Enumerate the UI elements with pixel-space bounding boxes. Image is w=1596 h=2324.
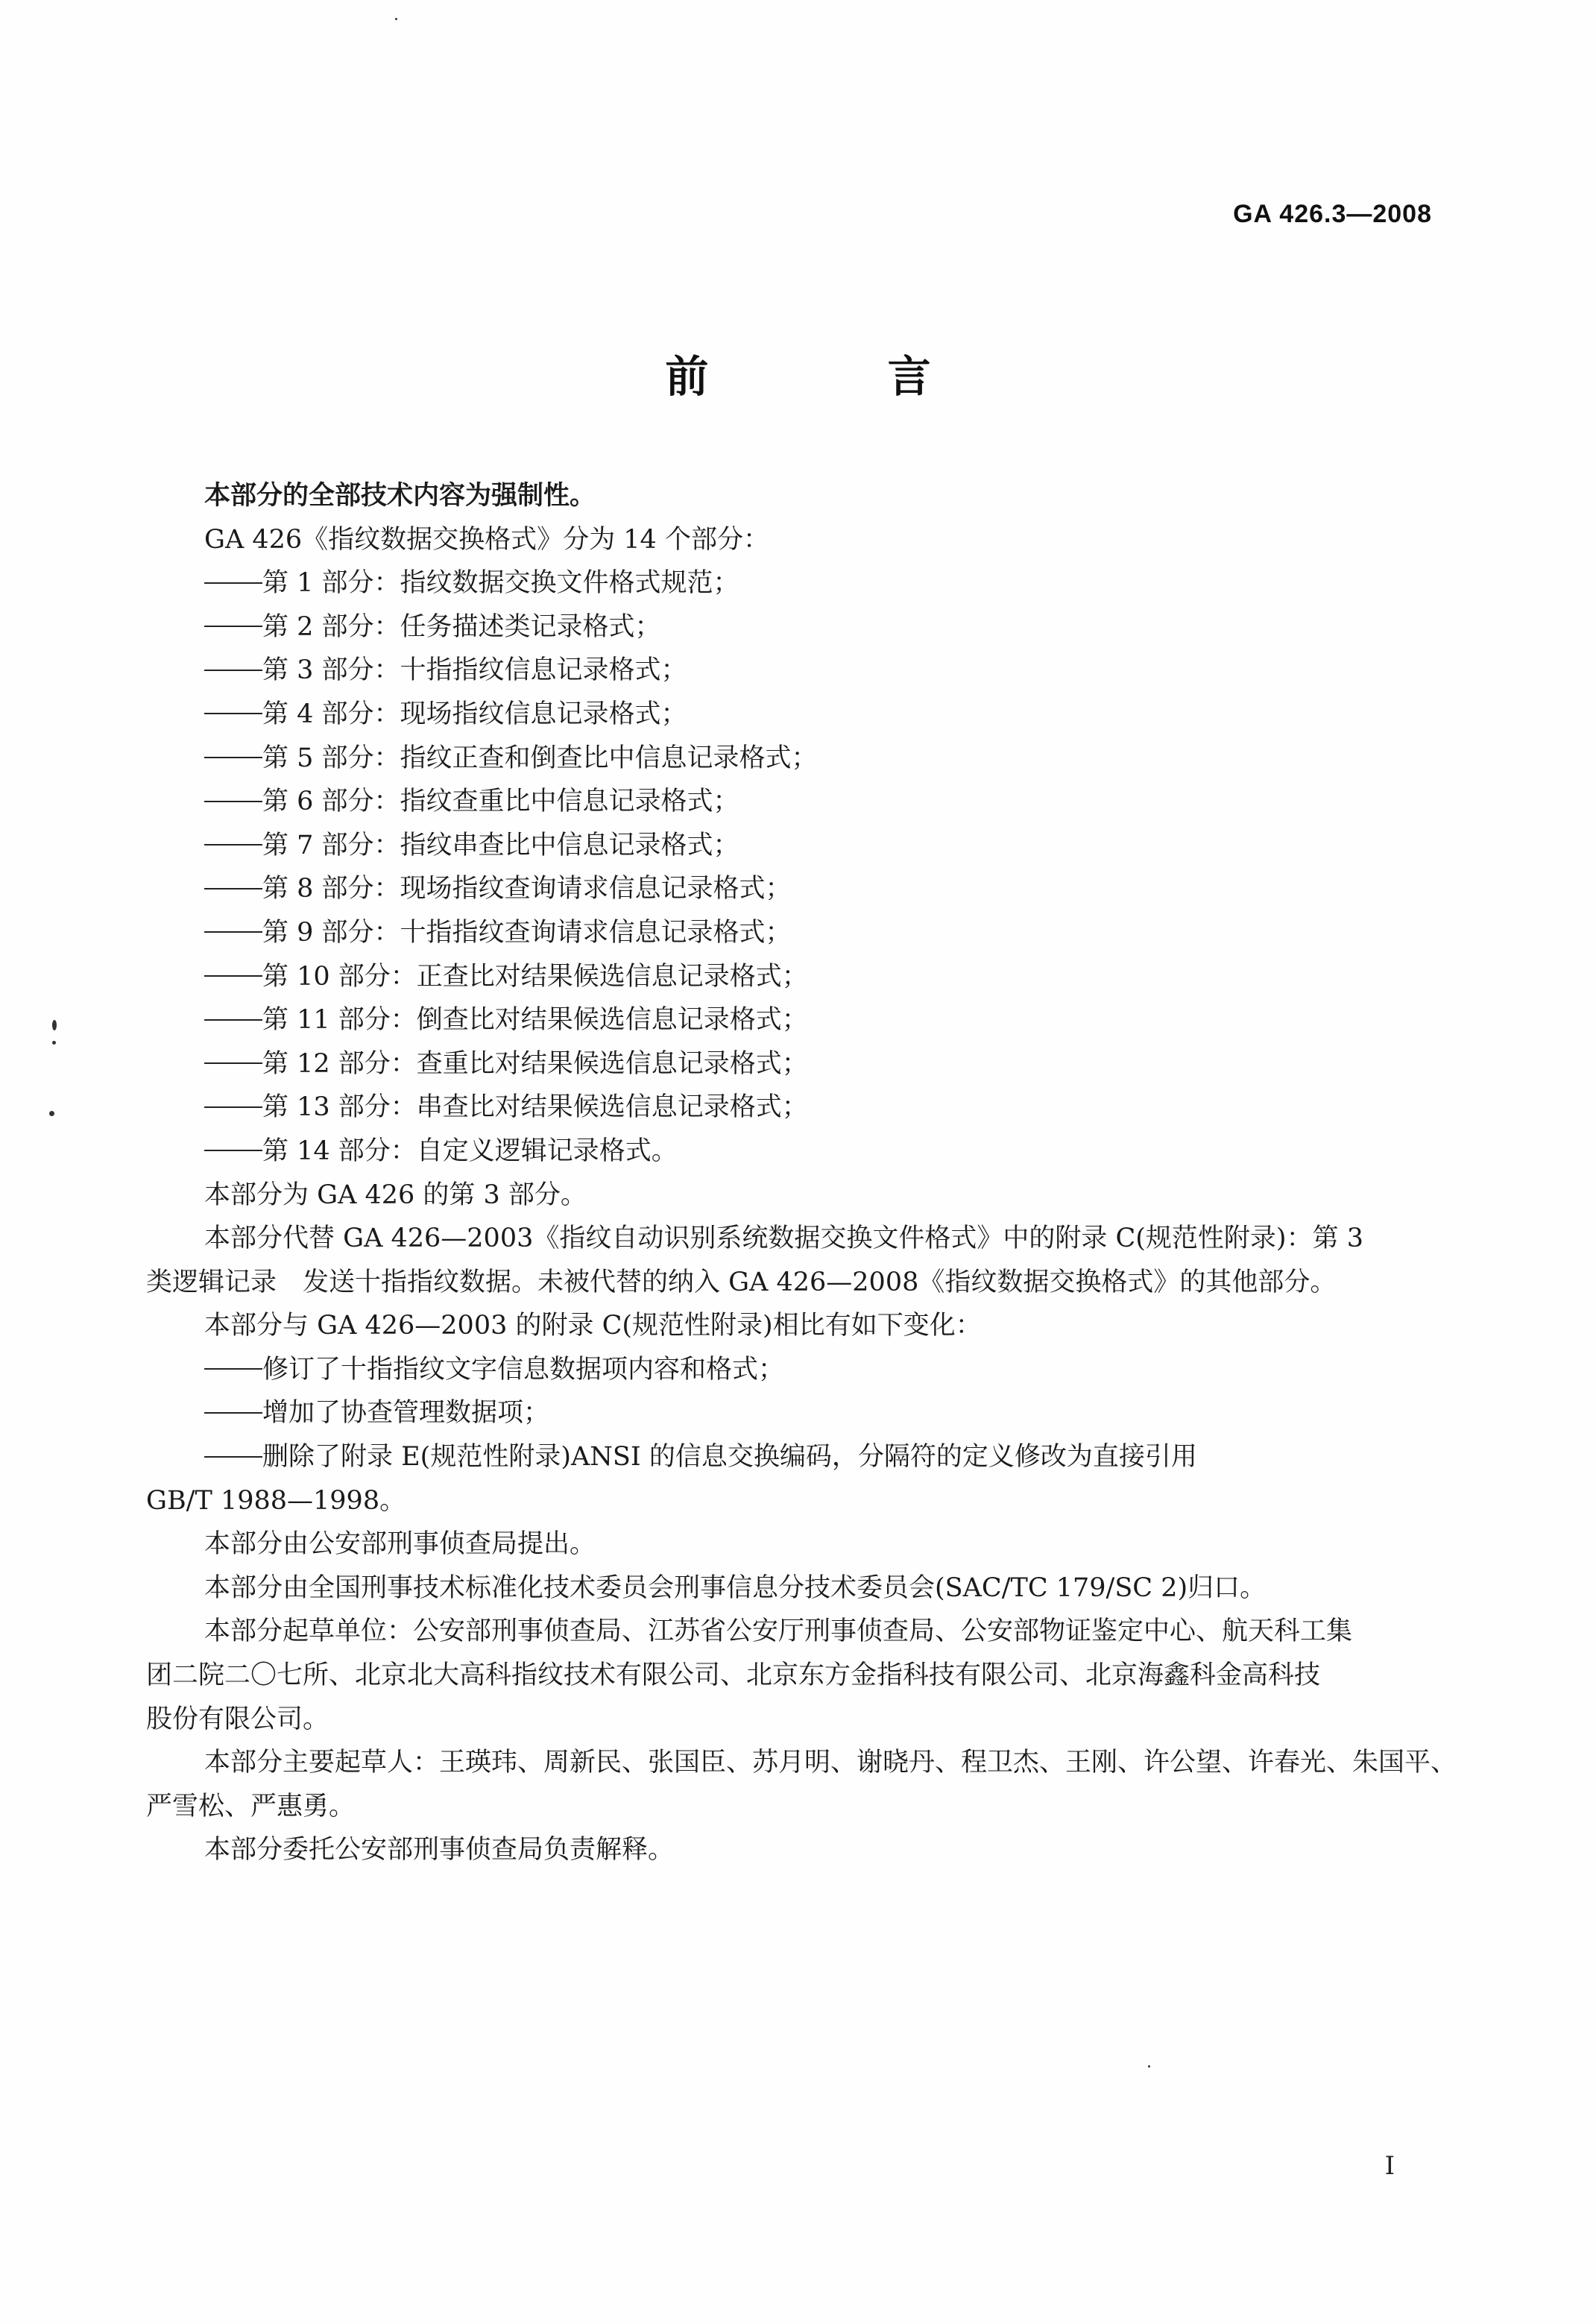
list-item: 第 9 部分：十指指纹查询请求信息记录格式；: [146, 911, 1436, 955]
dash-mark: [204, 844, 262, 845]
dash-mark: [204, 757, 262, 758]
list-item: 增加了协查管理数据项；: [146, 1391, 1436, 1435]
document-code: GA 426.3—2008: [1233, 200, 1432, 228]
dash-mark: [204, 670, 262, 671]
dash-mark: [204, 626, 262, 627]
dash-mark: [204, 931, 262, 933]
dash-mark: [204, 801, 262, 802]
dash-mark: [204, 1150, 262, 1151]
dash-mark: [204, 1368, 262, 1370]
list-item: 第 2 部分：任务描述类记录格式；: [146, 605, 1436, 649]
dash-mark: [204, 713, 262, 714]
paragraph-drafters-line1: 本部分主要起草人：王瑛玮、周新民、张国臣、苏月明、谢晓丹、程卫杰、王刚、许公望、许春光、朱国平、: [204, 1748, 1457, 1778]
dash-mark: [204, 1019, 262, 1021]
list-item: 第 3 部分：十指指纹信息记录格式；: [146, 649, 1436, 693]
paragraph-mandatory: 本部分的全部技术内容为强制性。: [204, 481, 596, 511]
list-item: 第 14 部分：自定义逻辑记录格式。: [146, 1130, 1436, 1174]
paragraph-parts-intro: GA 426《指纹数据交换格式》分为 14 个部分：: [204, 524, 769, 555]
scan-speck: [395, 18, 397, 20]
dash-mark: [204, 1456, 262, 1458]
paragraph-part-number: 本部分为 GA 426 的第 3 部分。: [204, 1180, 587, 1210]
scan-speck: [49, 1111, 54, 1116]
list-item: 修订了十指指纹文字信息数据项内容和格式；: [146, 1348, 1436, 1392]
paragraph-replaces-line2: 类逻辑记录 发送十指指纹数据。未被代替的纳入 GA 426—2008《指纹数据交换格式》的其他部分。: [146, 1267, 1337, 1297]
dash-mark: [204, 582, 262, 584]
list-item: 第 6 部分：指纹查重比中信息记录格式；: [146, 780, 1436, 824]
list-item: 第 4 部分：现场指纹信息记录格式；: [146, 693, 1436, 737]
list-item: 第 7 部分：指纹串查比中信息记录格式；: [146, 824, 1436, 868]
list-item: 第 12 部分：查重比对结果候选信息记录格式；: [146, 1042, 1436, 1086]
changes-list: [146, 1348, 1436, 1522]
paragraph-drafters-line2: 严雪松、严惠勇。: [146, 1791, 356, 1821]
paragraph-drafting-units-line3: 股份有限公司。: [146, 1704, 329, 1734]
paragraph-centralized-by: 本部分由全国刑事技术标准化技术委员会刑事信息分技术委员会(SAC/TC 179/SC 2)归口。: [204, 1572, 1267, 1603]
scan-speck: [52, 1041, 56, 1045]
paragraph-replaces-line1: 本部分代替 GA 426—2003《指纹自动识别系统数据交换文件格式》中的附录 C(规范性附录)：第 3: [204, 1224, 1363, 1254]
list-item: 第 10 部分：正查比对结果候选信息记录格式；: [146, 955, 1436, 999]
dash-mark: [204, 975, 262, 977]
scan-speck: [1148, 2065, 1150, 2068]
page-number: I: [1384, 2151, 1395, 2181]
paragraph-proposed-by: 本部分由公安部刑事侦查局提出。: [204, 1529, 596, 1560]
paragraph-interpretation: 本部分委托公安部刑事侦查局负责解释。: [204, 1835, 675, 1865]
list-item: 第 11 部分：倒查比对结果候选信息记录格式；: [146, 998, 1436, 1042]
scan-speck: [52, 1020, 57, 1030]
list-item-continuation: GB/T 1988—1998。: [146, 1485, 406, 1516]
dash-mark: [204, 888, 262, 889]
list-item: 第 5 部分：指纹正查和倒查比中信息记录格式；: [146, 737, 1436, 781]
dash-mark: [204, 1412, 262, 1414]
dash-mark: [204, 1062, 262, 1064]
paragraph-changes-intro: 本部分与 GA 426—2003 的附录 C(规范性附录)相比有如下变化：: [204, 1311, 982, 1341]
paragraph-drafting-units-line1: 本部分起草单位：公安部刑事侦查局、江苏省公安厅刑事侦查局、公安部物证鉴定中心、航天科工集: [204, 1616, 1353, 1647]
list-item: 第 8 部分：现场指纹查询请求信息记录格式；: [146, 867, 1436, 911]
dash-mark: [204, 1106, 262, 1108]
paragraph-drafting-units-line2: 团二院二〇七所、北京北大高科指纹技术有限公司、北京东方金指科技有限公司、北京海鑫科金高科技: [146, 1660, 1321, 1691]
foreword-body: [146, 474, 1457, 1872]
page-title: 前 言: [665, 351, 1013, 402]
list-item: 删除了附录 E(规范性附录)ANSI 的信息交换编码，分隔符的定义修改为直接引用: [146, 1435, 1436, 1479]
list-item: 第 1 部分：指纹数据交换文件格式规范；: [146, 561, 1436, 605]
parts-list: [146, 561, 1436, 1173]
list-item: 第 13 部分：串查比对结果候选信息记录格式；: [146, 1086, 1436, 1130]
